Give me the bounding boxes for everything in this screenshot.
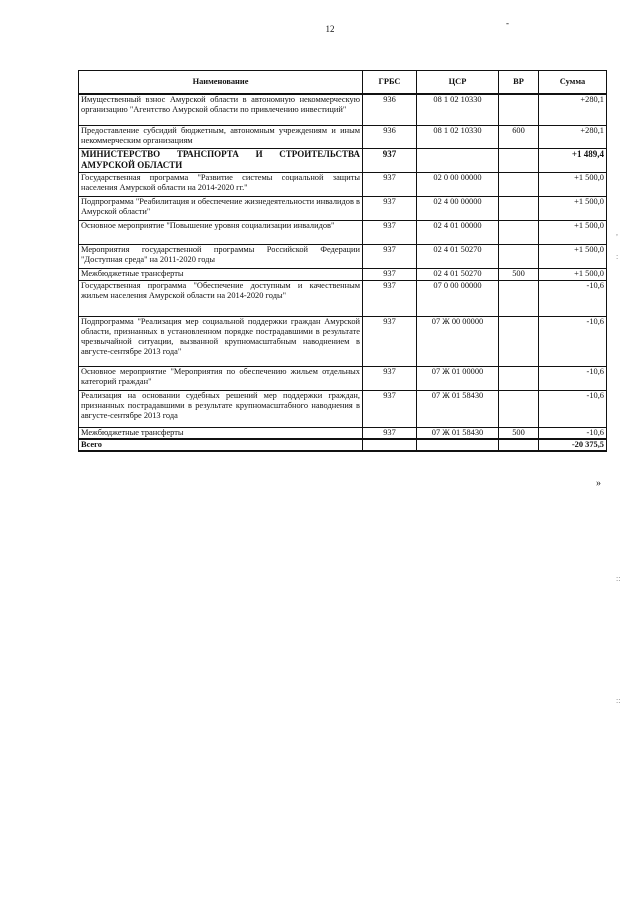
total-csr: [417, 439, 499, 451]
row-name: Основное мероприятие "Мероприятия по обеспечению жильем отдельных категорий граждан": [79, 366, 363, 390]
row-name: Реализация на основании судебных решений мер поддержки граждан, признанных пострадавшими в результате крупномасштабного наводнения в августе-сентябре 2013 года: [79, 390, 363, 427]
row-sum: -10,6: [539, 366, 607, 390]
row-csr: 02 4 01 50270: [417, 268, 499, 280]
row-grbs: 937: [363, 366, 417, 390]
header-sum: Сумма: [539, 71, 607, 95]
table-row: [79, 220, 607, 244]
row-csr: [417, 148, 499, 172]
row-vr: [499, 148, 539, 172]
row-vr: [499, 366, 539, 390]
row-name: Предоставление субсидий бюджетным, автономным учреждениям и иным некоммерческим организациям: [79, 125, 363, 148]
row-sum: -10,6: [539, 390, 607, 427]
table-header-row: [79, 71, 607, 95]
row-name: Мероприятия государственной программы Российской Федерации "Доступная среда" на 2011-2020 годы: [79, 244, 363, 268]
row-name: Межбюджетные трансферты: [79, 268, 363, 280]
total-sum: -20 375,5: [539, 439, 607, 451]
side-mark-3: ::: [616, 574, 621, 583]
closing-quote: »: [596, 478, 601, 489]
table-row: [79, 94, 607, 125]
row-vr: [499, 196, 539, 220]
row-sum: +280,1: [539, 125, 607, 148]
row-sum: +1 500,0: [539, 244, 607, 268]
row-csr: 07 Ж 01 00000: [417, 366, 499, 390]
row-vr: 500: [499, 268, 539, 280]
row-vr: [499, 280, 539, 316]
row-vr: [499, 220, 539, 244]
row-grbs: 937: [363, 172, 417, 196]
header-grbs: ГРБС: [363, 71, 417, 95]
corner-mark: -: [506, 18, 509, 28]
page-number: 12: [325, 24, 335, 34]
row-name: Имущественный взнос Амурской области в автономную некоммерческую организацию "Агентство Амурской области по привлечению инвестиций": [79, 94, 363, 125]
header-name: Наименование: [79, 71, 363, 95]
row-grbs: 937: [363, 244, 417, 268]
row-grbs: 936: [363, 125, 417, 148]
row-grbs: 937: [363, 148, 417, 172]
table-row: [79, 366, 607, 390]
row-csr: 08 1 02 10330: [417, 125, 499, 148]
row-sum: +1 500,0: [539, 172, 607, 196]
row-name: Подпрограмма "Реабилитация и обеспечение жизнедеятельности инвалидов в Амурской области": [79, 196, 363, 220]
total-vr: [499, 439, 539, 451]
table-row: [79, 196, 607, 220]
row-vr: [499, 390, 539, 427]
table-row: [79, 390, 607, 427]
side-mark-2: :: [616, 252, 619, 261]
row-vr: [499, 316, 539, 366]
side-mark-1: ,: [616, 228, 618, 237]
table-row: [79, 172, 607, 196]
row-vr: 500: [499, 427, 539, 439]
row-csr: 07 Ж 01 58430: [417, 427, 499, 439]
row-csr: 02 0 00 00000: [417, 172, 499, 196]
row-sum: -10,6: [539, 427, 607, 439]
table-total-row: [79, 439, 607, 451]
row-vr: 600: [499, 125, 539, 148]
row-grbs: 937: [363, 268, 417, 280]
row-vr: [499, 172, 539, 196]
row-vr: [499, 244, 539, 268]
row-sum: -10,6: [539, 280, 607, 316]
row-csr: 02 4 01 00000: [417, 220, 499, 244]
row-csr: 07 Ж 00 00000: [417, 316, 499, 366]
table-row: [79, 280, 607, 316]
row-grbs: 936: [363, 94, 417, 125]
row-csr: 07 0 00 00000: [417, 280, 499, 316]
row-sum: +1 500,0: [539, 196, 607, 220]
row-sum: +1 500,0: [539, 220, 607, 244]
row-grbs: 937: [363, 316, 417, 366]
table-row: [79, 148, 607, 172]
header-vr: ВР: [499, 71, 539, 95]
table-row: [79, 244, 607, 268]
row-name: МИНИСТЕРСТВО ТРАНСПОРТА И СТРОИТЕЛЬСТВА АМУРСКОЙ ОБЛАСТИ: [79, 148, 363, 172]
table-row: [79, 268, 607, 280]
row-grbs: 937: [363, 196, 417, 220]
row-sum: -10,6: [539, 316, 607, 366]
row-grbs: 937: [363, 427, 417, 439]
row-vr: [499, 94, 539, 125]
row-name: Государственная программа "Развитие системы социальной защиты населения Амурской области на 2014-2020 гг.": [79, 172, 363, 196]
row-grbs: 937: [363, 390, 417, 427]
side-mark-4: ::: [616, 696, 621, 705]
table-row: [79, 427, 607, 439]
budget-table: [78, 70, 607, 452]
row-grbs: 937: [363, 280, 417, 316]
row-sum: +1 489,4: [539, 148, 607, 172]
total-grbs: [363, 439, 417, 451]
row-name: Государственная программа "Обеспечение доступным и качественным жильем населения Амурской области на 2014-2020 годы": [79, 280, 363, 316]
header-csr: ЦСР: [417, 71, 499, 95]
row-csr: 08 1 02 10330: [417, 94, 499, 125]
row-name: Основное мероприятие "Повышение уровня социализации инвалидов": [79, 220, 363, 244]
total-label: Всего: [79, 439, 363, 451]
row-csr: 02 4 01 50270: [417, 244, 499, 268]
row-sum: +280,1: [539, 94, 607, 125]
row-name: Межбюджетные трансферты: [79, 427, 363, 439]
row-csr: 07 Ж 01 58430: [417, 390, 499, 427]
table-row: [79, 125, 607, 148]
row-grbs: 937: [363, 220, 417, 244]
row-csr: 02 4 00 00000: [417, 196, 499, 220]
row-sum: +1 500,0: [539, 268, 607, 280]
row-name: Подпрограмма "Реализация мер социальной поддержки граждан Амурской области, признанных в установленном порядке пострадавшими в результате чрезвычайной ситуации, вызванной крупномасштабным наводнением в августе-сентябре 2013 года": [79, 316, 363, 366]
table-row: [79, 316, 607, 366]
